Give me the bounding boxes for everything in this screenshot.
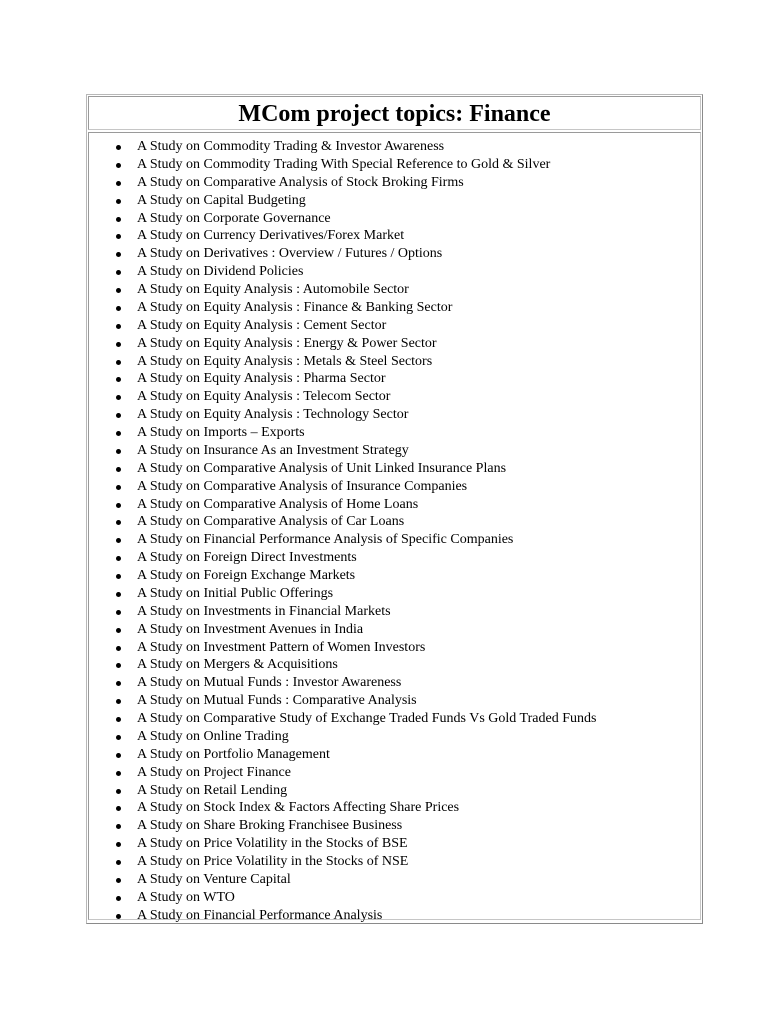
list-item [89,317,700,335]
bullet-icon [116,234,121,239]
topic-text: A Study on Imports – Exports [137,425,305,440]
topic-text: A Study on Equity Analysis : Metals & Steel Sectors [137,353,433,369]
list-item [89,138,700,156]
bullet-icon [116,449,121,454]
list-item [89,513,700,531]
bullet-icon [116,556,121,561]
bullet-icon [116,467,121,472]
list-item [89,835,700,853]
list-item [89,174,700,192]
topic-text: A Study on Comparative Analysis of Car Loans [137,514,405,530]
topic-text: A Study on Insurance As an Investment Strategy [137,442,409,458]
list-item [89,263,700,281]
list-item [89,728,700,746]
bullet-icon [116,199,121,204]
bullet-icon [116,789,121,794]
list-item [89,496,700,514]
list-item [89,817,700,835]
topic-text: A Study on Initial Public Offerings [137,585,334,601]
list-item [89,871,700,889]
list-item [89,889,700,907]
topic-text: A Study on Foreign Direct Investments [137,550,357,566]
list-item [89,227,700,245]
bullet-icon [116,592,121,597]
list-item [89,692,700,710]
topic-text: A Study on Retail Lending [137,782,288,798]
bullet-icon [116,681,121,686]
bullet-icon [116,270,121,275]
topic-text: A Study on Financial Performance Analysis [137,907,383,923]
topic-text: A Study on Comparative Analysis of Home Loans [137,496,419,512]
bullet-icon [116,628,121,633]
bullet-icon [116,842,121,847]
list-item [89,192,700,210]
topic-text: A Study on WTO [137,889,235,905]
list-item [89,710,700,728]
topic-text: A Study on Mutual Funds : Investor Awareness [137,675,402,691]
topic-text: A Study on Currency Derivatives/Forex Market [137,228,405,244]
topic-text: A Study on Corporate Governance [137,210,331,226]
topic-text: A Study on Comparative Analysis of Insurance Companies [137,478,468,494]
topic-text: A Study on Dividend Policies [137,264,304,280]
topic-text: A Study on Mergers & Acquisitions [137,657,338,673]
list-item [89,656,700,674]
topic-text: A Study on Commodity Trading With Special Reference to Gold & Silver [137,156,551,172]
page-title: MCom project topics: Finance [238,101,551,127]
bullet-icon [116,217,121,222]
bullet-icon [116,878,121,883]
bullet-icon [116,360,121,365]
list-item [89,388,700,406]
bullet-icon [116,485,121,490]
topic-text: A Study on Mutual Funds : Comparative Analysis [137,693,417,709]
topic-text: A Study on Investment Pattern of Women Investors [137,639,426,655]
topic-text: A Study on Equity Analysis : Automobile Sector [137,282,409,297]
topic-list [89,138,700,925]
bullet-icon [116,306,121,311]
topic-text: A Study on Equity Analysis : Cement Sector [137,317,387,333]
topic-text: A Study on Equity Analysis : Finance & Banking Sector [137,299,453,315]
list-item [89,853,700,871]
topic-text: A Study on Derivatives : Overview / Futures / Options [137,246,443,262]
bullet-icon [116,771,121,776]
list-item [89,281,700,299]
list-item [89,478,700,496]
bullet-icon [116,395,121,400]
bullet-icon [116,431,121,436]
bullet-icon [116,145,121,150]
list-item [89,442,700,460]
bullet-icon [116,342,121,347]
topic-text: A Study on Comparative Study of Exchange Traded Funds Vs Gold Traded Funds [137,711,597,726]
bullet-icon [116,914,121,919]
bullet-icon [116,503,121,508]
topics-cell [88,132,701,923]
title-cell [88,96,701,130]
list-item [89,406,700,424]
topic-text: A Study on Price Volatility in the Stocks of NSE [137,854,409,869]
list-item [89,674,700,692]
list-item [89,549,700,567]
list-item [89,603,700,621]
bullet-icon [116,646,121,651]
topic-text: A Study on Project Finance [137,764,291,780]
bullet-icon [116,896,121,901]
topic-text: A Study on Capital Budgeting [137,192,306,208]
bullet-icon [116,538,121,543]
list-item [89,639,700,657]
bullet-icon [116,610,121,615]
topic-text: A Study on Foreign Exchange Markets [137,568,356,583]
list-item [89,764,700,782]
list-item [89,531,700,549]
topic-text: A Study on Comparative Analysis of Unit Linked Insurance Plans [137,460,507,476]
topic-text: A Study on Equity Analysis : Energy & Power Sector [137,335,437,351]
topic-text: A Study on Price Volatility in the Stocks of BSE [137,836,408,852]
topic-text: A Study on Stock Index & Factors Affecting Share Prices [137,800,460,816]
list-item [89,156,700,174]
topic-text: A Study on Share Broking Franchisee Business [137,818,403,834]
bullet-icon [116,288,121,293]
bullet-icon [116,163,121,168]
bullet-icon [116,413,121,418]
list-item [89,245,700,263]
bullet-icon [116,860,121,865]
topic-text: A Study on Venture Capital [137,871,291,887]
topics-table [86,94,703,924]
list-item [89,799,700,817]
bullet-icon [116,824,121,829]
topic-text: A Study on Online Trading [137,728,289,744]
topic-text: A Study on Equity Analysis : Telecom Sector [137,389,391,405]
bullet-icon [116,717,121,722]
list-item [89,460,700,478]
list-item [89,746,700,764]
bullet-icon [116,181,121,186]
list-item [89,424,700,442]
bullet-icon [116,663,121,668]
bullet-icon [116,806,121,811]
topic-text: A Study on Comparative Analysis of Stock Broking Firms [137,174,464,190]
bullet-icon [116,377,121,382]
list-item [89,299,700,317]
list-item [89,907,700,925]
bullet-icon [116,574,121,579]
topic-text: A Study on Commodity Trading & Investor Awareness [137,139,445,154]
list-item [89,353,700,371]
bullet-icon [116,699,121,704]
bullet-icon [116,520,121,525]
bullet-icon [116,735,121,740]
list-item [89,621,700,639]
topic-text: A Study on Equity Analysis : Pharma Sector [137,371,386,387]
bullet-icon [116,324,121,329]
list-item [89,370,700,388]
list-item [89,335,700,353]
list-item [89,782,700,800]
topic-text: A Study on Investments in Financial Markets [137,603,391,619]
bullet-icon [116,753,121,758]
topic-text: A Study on Investment Avenues in India [137,621,364,637]
list-item [89,585,700,603]
list-item [89,210,700,228]
list-item [89,567,700,585]
topic-text: A Study on Portfolio Management [137,746,330,762]
topic-text: A Study on Equity Analysis : Technology Sector [137,407,409,423]
topic-text: A Study on Financial Performance Analysis of Specific Companies [137,532,514,548]
bullet-icon [116,252,121,257]
